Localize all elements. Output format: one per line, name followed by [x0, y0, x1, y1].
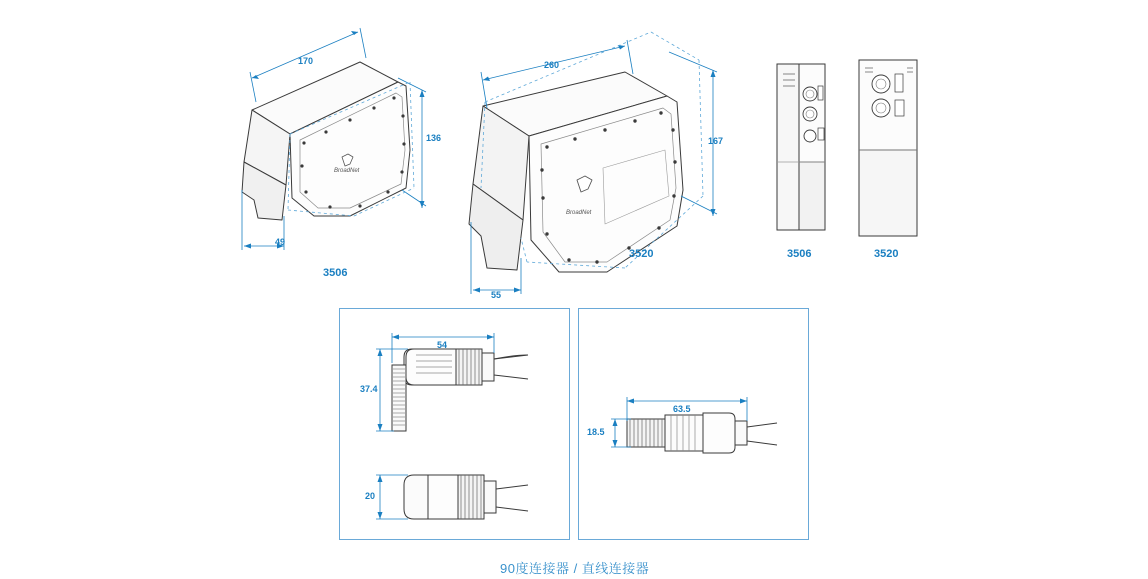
right-angle-connector-drawing [340, 309, 571, 541]
dim-55: 55 [491, 290, 502, 300]
iso-3520-dimensions [455, 0, 745, 310]
side-3506-drawing [770, 62, 830, 232]
dim-49: 49 [275, 237, 286, 247]
diagram-caption: 90度连接器 / 直线连接器 [500, 561, 650, 576]
dim-136: 136 [426, 133, 442, 143]
dim-37-4: 37.4 [360, 384, 378, 394]
dim-167: 167 [708, 136, 724, 146]
model-label-3520-iso: 3520 [629, 248, 654, 260]
straight-connector-panel [578, 308, 809, 540]
side-view-3520 [855, 58, 921, 238]
iso-3506-dimensions [230, 10, 470, 300]
brand-text-3520: BroadNet [566, 210, 592, 216]
straight-connector-drawing [579, 309, 810, 541]
dim-20: 20 [365, 491, 376, 501]
dim-63-5: 63.5 [673, 404, 691, 414]
dim-170: 170 [298, 56, 314, 66]
side-view-3506 [770, 62, 830, 232]
dim-18-5: 18.5 [587, 427, 605, 437]
right-angle-connector-panel [339, 308, 570, 540]
dim-54: 54 [437, 340, 448, 350]
model-label-3520-side: 3520 [874, 248, 899, 260]
model-label-3506-side: 3506 [787, 248, 812, 260]
brand-text-3506: BroadNet [334, 168, 360, 174]
model-label-3506-iso: 3506 [323, 267, 348, 279]
dim-260: 260 [544, 60, 560, 70]
side-3520-drawing [855, 58, 921, 238]
